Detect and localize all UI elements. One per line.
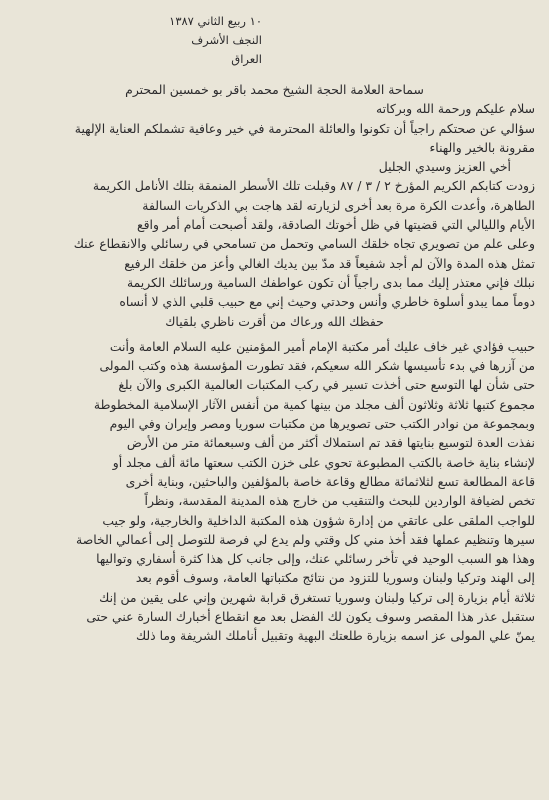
body-line: قاعة المطالعة تسع لثلاثمائة مطالع وقاعة خاصة بالمؤلفين والباحثين، وبناية أخرى <box>125 473 535 489</box>
salutation-line: سلام عليكم ورحمة الله وبركاته <box>376 101 535 117</box>
body-line: يمنّ علي المولى عز اسمه بزيارة طلعتك البهية وتقبيل أناملك الشريفة وما ذلك <box>135 628 535 644</box>
body-line: حتى شأن لها التوسع حتى أخذت تسير في ركب المكتبات العالمية الكبرى والآن بلغ <box>118 377 535 393</box>
body-line: نفذت العدة لتوسيع بنايتها فقد تم استملاك أكثر من ألف وسبعمائة متر من الأرض <box>126 435 535 451</box>
body-line: مجموع كتبها ثلاثة وثلاثون ألف مجلد من بينها كمية من أنفس الآثار الإسلامية المخطوطة <box>93 396 535 412</box>
body-line: تمثل هذه المدة والآن لم أجد شفيعاً قد مدّ بين يديك الغالي وأعز من خلقك الرفيع <box>124 255 535 271</box>
body-line: نبلك فإني معتذر إليك مما بدى راجياً أن تكون عواطفك السامية ورسائلك الكريمة <box>126 274 535 290</box>
body-line: للواجب الملقى على عاتقي من إدارة شؤون هذه المكتبة الداخلية والخارجية، ولو جيب <box>102 512 535 528</box>
body-line: وبمجموعة من نوادر الكتب حتى تصويرها من مكتبات سوريا ومصر وإيران وفي اليوم <box>109 416 535 432</box>
body-line: الأيام والليالي التي قضيتها في ظل أخوتك الصادقة، ولقد أصبحت أمام أمر واقع <box>136 217 535 233</box>
letter-city: النجف الأشرف <box>191 33 262 47</box>
body-line: دوماً مما يبدو أسلوة خاطري وأنس وحدتي وحيث إني مع حبيب قلبي الذي لا أنساه <box>119 294 535 310</box>
body-line: زودت كتابكم الكريم المؤرخ ٢ / ٣ / ٨٧ وقبلت تلك الأسطر المنمقة بتلك الأنامل الكريمة <box>92 178 535 194</box>
addressee-line: سماحة العلامة الحجة الشيخ محمد باقر بو خمسين المحترم <box>125 82 424 97</box>
body-line: إلى الهند وتركيا ولبنان وسوريا للتزود من نتائج مكتباتها العامة، وسوف أقوم بعد <box>135 570 535 586</box>
body-line: سيرها وتنظيم عملها فقد أخذ مني كل وقتي ولم يدع لي فرصة للتوصل إلى أعمالي الخاصة <box>76 531 535 547</box>
letter-body <box>14 80 535 646</box>
intro-line: مقرونة بالخير والهناء <box>429 139 535 155</box>
body-line: حبيب فؤادي غير خاف عليك أمر مكتبة الإمام أمير المؤمنين عليه السلام العامة وأنت <box>109 338 535 354</box>
intro-line: سؤالي عن صحتكم راجياً أن تكونوا والعائلة المحترمة في خير وعافية تشملكم العناية الإلهية <box>74 120 535 136</box>
body-line: ثلاثة أيام بزيارة إلى تركيا ولبنان وسوريا تستغرق قرابة شهرين وإني على يقين من إنك <box>99 589 535 605</box>
body-line: لإنشاء بناية خاصة بالكتب المطبوعة تحوي على خزن الكتب سعتها مائة ألف مجلد أو <box>112 454 535 470</box>
letter-date: ١٠ ربيع الثاني ١٣٨٧ <box>169 14 262 28</box>
body-line: وعلى علم من تصويري تجاه خلقك السامي وتحمل من تسامحي في رسائلي والانقطاع عنك <box>73 236 535 252</box>
greeting-line: أخي العزيز وسيدي الجليل <box>378 159 511 175</box>
body-line: حفظك الله ورعاك من أقرت ناظري بلقياك <box>165 313 384 329</box>
body-line: من آزرها في بدء تأسيسها شكر الله سعيكم، فقد تطورت المؤسسة هذه وكتب المولى <box>99 358 535 374</box>
body-line: ستقبل عذر هذا المقصر وسوف يكون لك الفضل بعد مع انقطاع أخبارك السارة عني حتى <box>86 609 535 625</box>
body-line: الطاهرة، وأعدت الكرة مرة بعد أخرى لزيارته لقد هاجت بي الذكريات السالفة <box>142 197 535 213</box>
letter-header <box>22 12 262 69</box>
body-line: تخص لضيافة الواردين للبحث والتنقيب من خارج هذه المدينة المقدسة، ونظراً <box>144 493 535 509</box>
body-line: وهذا هو السبب الوحيد في تأخر رسائلي عنك، وإلى جانب كل هذا كثرة أسفاري وتواليها <box>96 551 535 567</box>
letter-country: العراق <box>231 52 262 66</box>
